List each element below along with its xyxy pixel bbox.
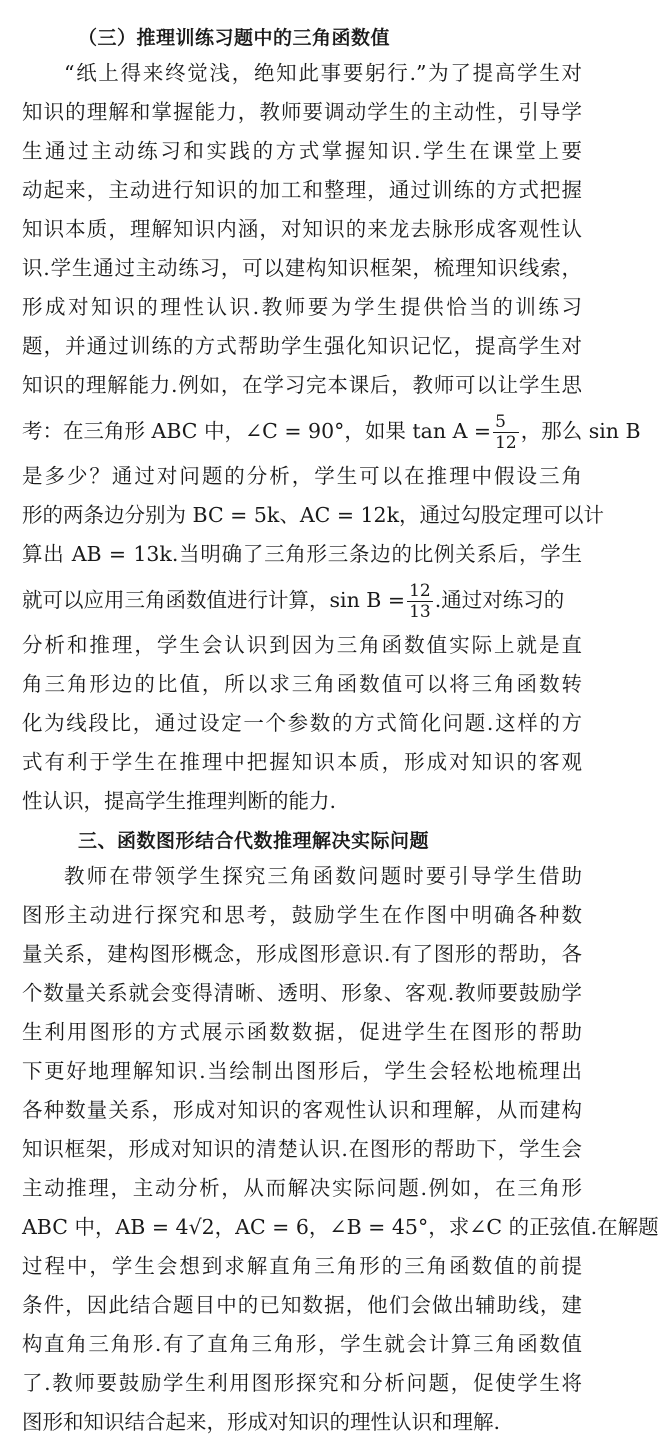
text-line: 各种数量关系，形成对知识的客观性认识和理解，从而建构	[22, 1098, 582, 1122]
text-line: 形的两条边分别为 BC = 5k、AC = 12k，通过勾股定理可以计	[22, 503, 605, 527]
math-line-tan	[22, 405, 641, 457]
math-text-after: ，那么 sin B	[520, 419, 641, 443]
text-line: 识.学生通过主动练习，可以建构知识框架，梳理知识线索，	[22, 256, 582, 280]
fraction-5-12	[493, 412, 519, 453]
math-text-before: 就可以应用三角函数值进行计算，sin B =	[22, 588, 406, 612]
paragraph-1	[22, 54, 641, 821]
math-text-before: 考：在三角形 ABC 中，∠C = 90°，如果 tan A =	[22, 419, 492, 443]
fraction-denominator: 13	[409, 602, 431, 622]
text-line: 构直角三角形.有了直角三角形，学生就会计算三角函数值	[22, 1332, 582, 1356]
text-line: 知识框架，形成对知识的清楚认识.在图形的帮助下，学生会	[22, 1137, 582, 1161]
text-line: 生利用图形的方式展示函数数据，促进学生在图形的帮助	[22, 1020, 582, 1044]
text-line: 角三角形边的比值，所以求三角函数值可以将三角函数转	[22, 672, 582, 696]
text-line: 了.教师要鼓励学生利用图形探究和分析问题，促使学生将	[22, 1371, 582, 1395]
section-heading: （三）推理训练习题中的三角函数值	[78, 27, 391, 49]
text-line: 分析和推理，学生会认识到因为三角函数值实际上就是直	[22, 633, 582, 657]
text-line: 形成对知识的理性认识.教师要为学生提供恰当的训练习	[22, 295, 582, 319]
text-line: 生通过主动练习和实践的方式掌握知识.学生在课堂上要	[22, 139, 582, 163]
math-text-after: .通过对练习的	[434, 588, 565, 612]
fraction-numerator: 5	[493, 412, 519, 433]
text-line: 是多少？通过对问题的分析，学生可以在推理中假设三角	[22, 464, 582, 488]
fraction-12-13	[407, 581, 433, 622]
text-line: 主动推理，主动分析，从而解决实际问题.例如，在三角形	[22, 1176, 582, 1200]
paragraph-2	[22, 857, 659, 1442]
text-line: 量关系，建构图形概念，形成图形意识.有了图形的帮助，各	[22, 942, 582, 966]
text-line: 过程中，学生会想到求解直角三角形的三角函数值的前提	[22, 1254, 582, 1278]
text-line: 知识的理解能力.例如，在学习完本课后，教师可以让学生思	[22, 373, 582, 397]
text-line: “纸上得来终觉浅，绝知此事要躬行.”为了提高学生对	[64, 61, 582, 85]
text-line: 图形主动进行探究和思考，鼓励学生在作图中明确各种数	[22, 903, 582, 927]
text-line: 知识本质，理解知识内涵，对知识的来龙去脉形成客观性认	[22, 217, 582, 241]
section3-heading: 三、函数图形结合代数推理解决实际问题	[78, 830, 430, 852]
text-line: 动起来，主动进行知识的加工和整理，通过训练的方式把握	[22, 178, 582, 202]
text-line: 化为线段比，通过设定一个参数的方式简化问题.这样的方	[22, 711, 582, 735]
math-line-sin	[22, 574, 582, 626]
text-line: 个数量关系就会变得清晰、透明、形象、客观.教师要鼓励学	[22, 981, 582, 1005]
text-line: 图形和知识结合起来，形成对知识的理性认识和理解.	[22, 1410, 501, 1434]
text-line: 性认识，提高学生推理判断的能力.	[22, 789, 337, 813]
fraction-numerator: 12	[409, 581, 431, 601]
fraction-denominator: 12	[495, 433, 517, 453]
text-line: 式有利于学生在推理中把握知识本质，形成对知识的客观	[22, 750, 582, 774]
text-line: 知识的理解和掌握能力，教师要调动学生的主动性，引导学	[22, 100, 582, 124]
text-line: ABC 中，AB = 4√2，AC = 6，∠B = 45°，求∠C 的正弦值.在解题	[22, 1215, 659, 1239]
text-line: 教师在带领学生探究三角函数问题时要引导学生借助	[64, 864, 582, 888]
text-line: 题，并通过训练的方式帮助学生强化知识记忆，提高学生对	[22, 334, 582, 358]
text-line: 条件，因此结合题目中的已知数据，他们会做出辅助线，建	[22, 1293, 582, 1317]
text-line: 算出 AB = 13k.当明确了三角形三条边的比例关系后，学生	[22, 542, 582, 566]
text-line: 下更好地理解知识.当绘制出图形后，学生会轻松地梳理出	[22, 1059, 582, 1083]
